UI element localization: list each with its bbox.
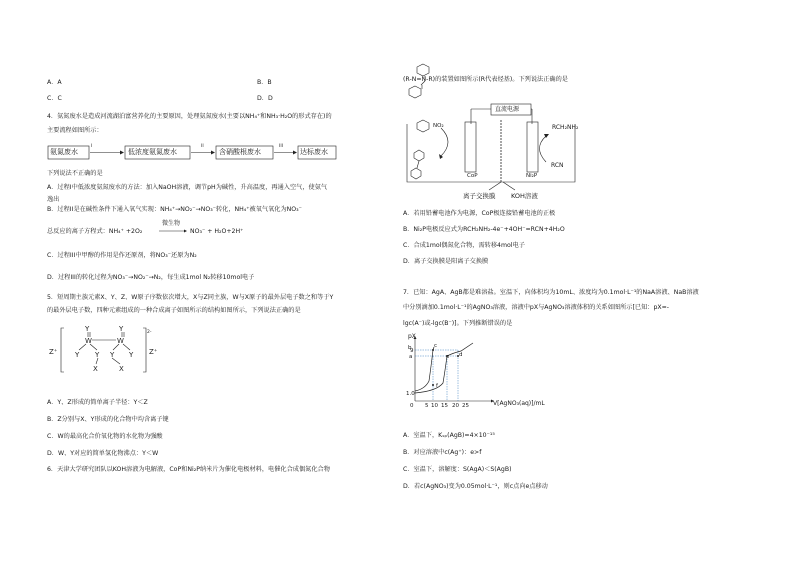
flow-arrow-1-label: I [91, 144, 93, 149]
graph-origin: 0 [410, 403, 414, 409]
svg-text:W: W [117, 337, 124, 345]
graph-x-15: 15 [441, 403, 448, 409]
svg-text:Y: Y [75, 351, 80, 359]
q4-stem-line2: 主要流程如图所示： [47, 127, 103, 134]
svg-text:X: X [93, 365, 98, 373]
graph-y-1: 1.0 [406, 391, 415, 397]
q6-option-b: B．Ni₂P电极反应式为RCH₂NH₂-4e⁻+4OH⁻=RCN+4H₂O [403, 226, 565, 233]
svg-text:2-: 2- [147, 330, 152, 335]
flow-box-4-label: 达标废水 [300, 148, 328, 156]
svg-text:Z⁺: Z⁺ [149, 348, 158, 356]
graph-x-label: V[AgNO₃(aq)]/mL [493, 400, 545, 407]
nip-electrode [527, 122, 538, 172]
q4-option-b-eq-right: NO₃⁻ + H₂O+2H⁺ [190, 228, 244, 235]
graph-y-a: a [409, 354, 413, 360]
flow-box-1-label: 氨氮废水 [50, 148, 78, 156]
graph-y-9: 9 [410, 348, 414, 354]
option-c: C．C [47, 95, 62, 102]
graph-x-5: 5 [425, 403, 429, 409]
flow-arrow-3-label: III [279, 144, 283, 149]
svg-text:W: W [85, 337, 92, 345]
q4-option-d: D．过程III的转化过程为NO₃⁻→NO₂⁻→N₂，每生成1mol N₂转移10mol电子 [47, 274, 255, 281]
q5-option-c: C．W的最高化合价氧化物的水化物为强酸 [47, 433, 163, 440]
graph-y-label: pX [408, 333, 416, 340]
graph-point-c: c [434, 343, 438, 349]
flow-arrow-2-label: II [201, 144, 204, 149]
cop-electrode [465, 122, 476, 172]
svg-text:Z⁺: Z⁺ [49, 348, 58, 356]
q7-option-b: B．对应溶液中c(Ag⁺)：e>f [403, 449, 482, 456]
q4-option-b: B．过程II是在碱性条件下通入氧气实现：NH₄⁺→NO₂⁻→NO₃⁻转化，NH₄⁺被氧气氧化为NO₃⁻ [47, 206, 302, 213]
nip-label: Ni₂P [526, 173, 538, 179]
cop-label: CoP [467, 173, 478, 179]
q6-option-d: D．离子交换膜是阳离子交换膜 [403, 258, 489, 265]
graph-x-20: 20 [452, 403, 459, 409]
q4-option-a-cont: 逸出 [47, 196, 60, 203]
q7-stem-line1: 7．已知：AgA、AgB都是难溶盐。室温下，向体积均为10mL、浓度均为0.1mol·L⁻¹的NaA溶液、NaB溶液 [403, 289, 699, 296]
svg-text:X: X [119, 365, 124, 373]
curve-naa [415, 347, 434, 391]
q7-stem-line3: lgc(A⁻)或-lgc(B⁻)]。下列推断错误的是 [403, 320, 513, 327]
q4-condition: 微生物 [162, 220, 181, 227]
graph-point-f: f [436, 383, 438, 389]
q4-reaction-arrow [158, 228, 188, 234]
graph-y-b: b [408, 345, 412, 351]
q5-stem-line2: 的最外层电子数，四种元素组成的一种合成离子如图所示的结构如图所示，下列说法正确的是 [47, 307, 301, 314]
nitrile-label: RCN [551, 162, 564, 169]
graph-point-d: d [459, 352, 463, 358]
q5-option-d: D．W、Y对应的简单氢化物沸点：Y＜W [47, 450, 159, 457]
q7-option-c: C．室温下，溶解度：S(AgA)＜S(AgB) [403, 466, 512, 473]
q6-option-c: C．合成1mol偶氮化合物，需转移4mol电子 [403, 242, 525, 249]
amine-label: RCH₂NH₂ [552, 124, 579, 131]
graph-point-e: e [446, 354, 450, 360]
svg-text:Y: Y [95, 351, 100, 359]
membrane-label: 离子交换膜 [463, 192, 496, 200]
option-b: B．B [257, 79, 272, 86]
flow-box-2-label: 低浓度氨氮废水 [128, 148, 177, 156]
q5-stem-line1: 5．短周期主族元素X、Y、Z、W原子序数依次增大，X与Z同主族，W与X原子的最外层电子数之和等于Y [47, 294, 334, 301]
option-a: A．A [47, 79, 62, 86]
curve-nab [415, 343, 473, 393]
q5-option-a: A．Y、Z形成的简单离子半径：Y＜Z [47, 399, 148, 406]
q4-option-b-eq-left: 总反应的离子方程式：NH₄⁺ +2O₂ [47, 228, 143, 235]
svg-text:Y: Y [119, 325, 124, 333]
electrolysis-cell-diagram [403, 102, 588, 204]
q7-option-a: A．室温下，Kₛₚ(AgB)=4×10⁻¹⁵ [403, 432, 495, 439]
q6-stem-line1: 6．天津大学研究团队以KOH溶液为电解液，CoP和Ni₂P纳米片为催化电极材料，电催化合成偶氮化合物 [47, 466, 330, 473]
q6-stem-line2: (R-N=N-R)的装置如图所示(R代表烃基)。下列说法正确的是 [403, 76, 568, 83]
q4-stem-line1: 4．氨氮废水是造成河流湖泊富营养化的主要原因，处理氨氮废水(主要以NH₄⁺和NH₃·H₂O的形式存在)的 [47, 113, 332, 120]
graph-x-25: 25 [462, 403, 469, 409]
q7-option-d: D．若c(AgNO₃)变为0.05mol·L⁻¹，则c点向e点移动 [403, 483, 548, 490]
svg-text:Y: Y [85, 325, 90, 333]
koh-label: KOH溶液 [511, 192, 538, 200]
dc-power-label: 直流电源 [495, 106, 520, 113]
option-d: D．D [257, 95, 273, 102]
q4-option-a: A．过程I中低浓度氨氮废水的方法：加入NaOH溶液，调节pH为碱性，升高温度，再通入空气，使氨气 [47, 184, 328, 191]
q6-option-a: A．若用铅蓄电池作为电源，CoP极连接铅蓄电池的正极 [403, 210, 556, 217]
graph-x-10: 10 [431, 403, 438, 409]
flow-box-3-label: 含硝酸根废水 [219, 148, 261, 156]
svg-text:Y: Y [129, 351, 134, 359]
cell-container [407, 124, 575, 182]
q5-option-b: B．Z分别与X、Y形成的化合物中均含离子键 [47, 416, 169, 423]
q4-option-c: C．过程III中甲醇的作用是作还原剂，将NO₃⁻还原为N₂ [47, 252, 197, 259]
nitro-label: NO₂ [433, 123, 444, 129]
q7-stem-line2: 中分别滴加0.1mol·L⁻¹的AgNO₃溶液，溶液中pX与AgNO₃溶液体积的关系如图所示[已知：pX=- [403, 304, 670, 311]
q4-question: 下列说法不正确的是 [47, 170, 103, 177]
ionic-structure-diagram [48, 318, 163, 380]
svg-text:Y: Y [110, 351, 115, 359]
